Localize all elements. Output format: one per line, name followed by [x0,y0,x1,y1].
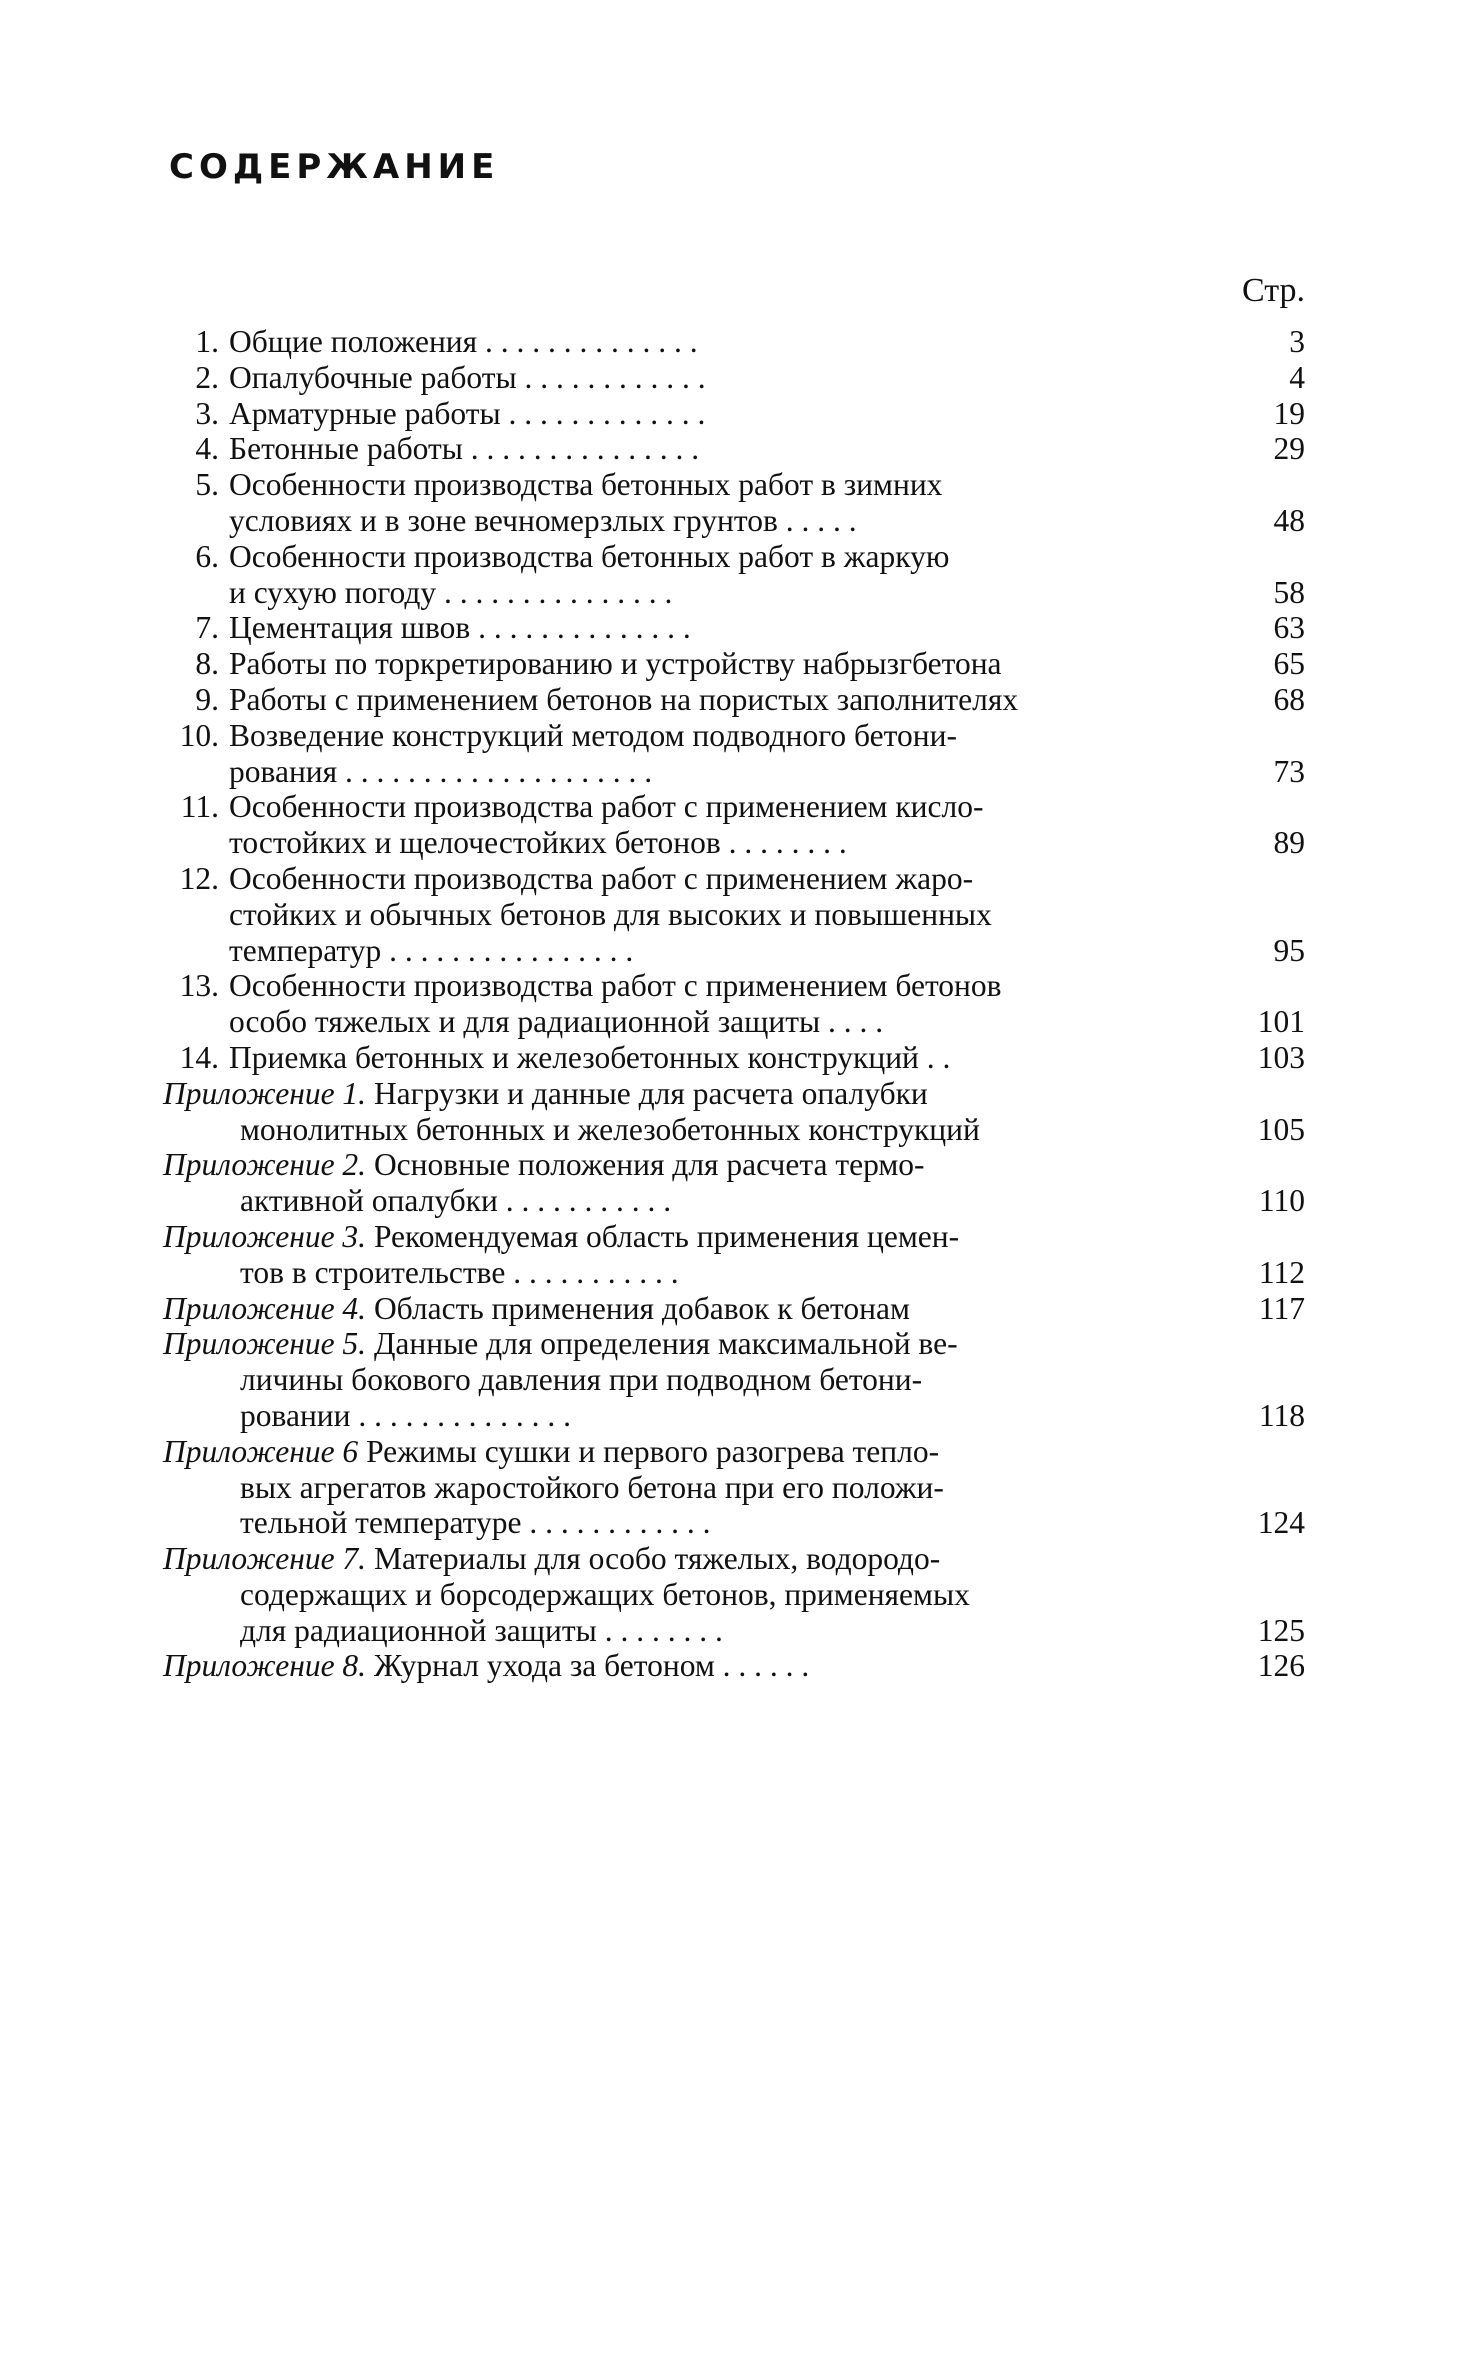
page-title: СОДЕРЖАНИЕ [169,147,500,187]
entry-page-number: 65 [1273,646,1305,682]
toc-appendix-entry[interactable] [163,1541,1305,1648]
toc-entry[interactable] [165,861,1305,968]
entry-title-line: Особенности производства бетонных работ в жаркую [229,538,950,574]
toc-entry[interactable] [165,1040,1305,1076]
appendix-first-text: Основные положения для расчета термо- [373,1147,925,1183]
appendix-page-number: 112 [1258,1254,1305,1290]
appendix-label: Приложение 5. [163,1326,367,1362]
entry-page-number: 89 [1273,825,1305,861]
appendix-first-line [163,1326,1243,1362]
entry-page-number: 95 [1273,932,1305,968]
entry-number: 5. [195,467,219,503]
appendix-first-text: Режимы сушки и первого разогрева тепло- [366,1433,940,1469]
appendix-page-number: 124 [1257,1505,1305,1541]
table-of-contents [165,324,1305,1684]
appendix-first-text: Область применения добавок к бетонам [373,1290,910,1326]
appendix-first-line [163,1434,1243,1470]
toc-entry[interactable] [165,610,1305,646]
entry-title [229,539,1247,611]
toc-appendix-entry[interactable] [163,1434,1305,1541]
appendix-page-number: 117 [1258,1290,1305,1326]
appendix-first-line [163,1076,1243,1112]
entry-number: 7. [195,610,219,646]
appendix-label: Приложение 6 [163,1433,359,1469]
appendix-first-line [163,1541,1243,1577]
appendix-page-number: 110 [1258,1183,1305,1219]
entry-title-line: Особенности производства работ с применением жаро- [229,860,974,896]
entry-title [229,682,1247,718]
entry-number: 9. [195,681,219,717]
entry-title-line: рования . . . . . . . . . . . . . . . . . . . . [229,753,653,789]
appendix-first-text: Нагрузки и данные для расчета опалубки [373,1075,928,1111]
toc-appendix-entry[interactable] [163,1291,1305,1327]
entry-page-number: 73 [1273,753,1305,789]
entry-title-line: Работы по торкретированию и устройству набрызгбетона [229,646,1002,682]
toc-entry[interactable] [165,431,1305,467]
appendix-first-text: Журнал ухода за бетоном . . . . . . [373,1648,810,1684]
entry-title [229,467,1247,539]
entry-number: 12. [179,860,219,896]
appendix-first-text: Рекомендуемая область применения цемен- [373,1218,960,1254]
entry-title-line: Особенности производства бетонных работ в зимних [229,467,943,503]
entry-title-line: особо тяжелых и для радиационной защиты . . . . [229,1004,884,1040]
toc-entry[interactable] [165,324,1305,360]
entry-page-number: 101 [1257,1004,1305,1040]
entry-number: 6. [195,538,219,574]
entry-page-number: 63 [1273,610,1305,646]
toc-entry[interactable] [165,396,1305,432]
appendix-title-line: тельной температуре . . . . . . . . . . . . [240,1505,711,1541]
entry-title-line: Возведение конструкций методом подводного бетони- [229,717,957,753]
entry-title [229,646,1247,682]
appendix-title-line: личины бокового давления при подводном бетони- [240,1362,923,1398]
entry-page-number: 4 [1289,359,1305,395]
entry-title-line: стойких и обычных бетонов для высоких и повышенных [229,896,992,932]
entry-title [229,718,1247,790]
appendix-first-line [163,1291,1243,1327]
entry-title [229,789,1247,861]
toc-entry[interactable] [165,539,1305,611]
entry-title-line: Особенности производства работ с применением кисло- [229,789,984,825]
entry-title [229,360,1247,396]
entry-title [229,396,1247,432]
toc-appendix-entry[interactable] [163,1648,1305,1684]
entry-title-line: и сухую погоду . . . . . . . . . . . . . . . [229,574,673,610]
appendix-title [163,1147,1243,1219]
entry-title-line: Цементация швов . . . . . . . . . . . . . . [229,610,691,646]
entry-number: 11. [180,789,219,825]
toc-entry[interactable] [165,718,1305,790]
toc-appendix-entry[interactable] [163,1076,1305,1148]
toc-entry[interactable] [165,467,1305,539]
appendix-title-line: для радиационной защиты . . . . . . . . [240,1612,723,1648]
toc-appendix-entry[interactable] [163,1147,1305,1219]
entry-page-number: 58 [1273,574,1305,610]
entry-title [229,431,1247,467]
appendix-title [163,1434,1243,1541]
appendix-title [163,1219,1243,1291]
appendix-title-line: ровании . . . . . . . . . . . . . . [240,1397,572,1433]
entry-number: 10. [179,717,219,753]
toc-appendix-entry[interactable] [163,1219,1305,1291]
appendix-label: Приложение 4. [163,1290,367,1326]
entry-page-number: 19 [1273,395,1305,431]
entry-title [229,968,1247,1040]
entry-page-number: 68 [1273,681,1305,717]
entry-title [229,610,1247,646]
page-column-label: Стр. [1241,272,1305,309]
appendix-title-line: вых агрегатов жаростойкого бетона при его положи- [240,1469,944,1505]
toc-appendix-entry[interactable] [163,1326,1305,1433]
appendix-title [163,1326,1243,1433]
appendix-title-line: содержащих и борсодержащих бетонов, применяемых [240,1576,970,1612]
toc-entry[interactable] [165,682,1305,718]
entry-number: 3. [195,395,219,431]
appendix-title [163,1076,1243,1148]
appendix-first-text: Материалы для особо тяжелых, водородо- [373,1541,941,1577]
entry-number: 1. [195,324,219,359]
entry-title-line: Арматурные работы . . . . . . . . . . . . . [229,395,706,431]
entry-page-number: 48 [1273,502,1305,538]
entry-title-line: тостойких и щелочестойких бетонов . . . . . . . . [229,825,847,861]
entry-page-number: 103 [1257,1039,1305,1075]
appendix-title [163,1291,1243,1327]
appendix-title [163,1541,1243,1648]
entry-title [229,1040,1247,1076]
entry-title-line: Приемка бетонных и железобетонных конструкций . . [229,1039,951,1075]
toc-entry[interactable] [165,968,1305,1040]
appendix-title-line: монолитных бетонных и железобетонных конструкций [240,1111,980,1147]
entry-title-line: Общие положения . . . . . . . . . . . . . . [229,324,698,359]
entry-number: 13. [179,968,219,1004]
appendix-first-text: Данные для определения максимальной ве- [373,1326,958,1362]
appendix-title-line: активной опалубки . . . . . . . . . . . [240,1183,672,1219]
entry-title [229,324,1247,360]
toc-entry[interactable] [165,360,1305,396]
entry-title-line: Особенности производства работ с применением бетонов [229,968,1002,1004]
entry-title [229,861,1247,968]
entry-page-number: 3 [1289,324,1305,359]
appendix-title [163,1648,1243,1684]
appendix-page-number: 125 [1257,1612,1305,1648]
entry-number: 8. [195,646,219,682]
toc-entry[interactable] [165,789,1305,861]
entry-title-line: температур . . . . . . . . . . . . . . . . [229,932,634,968]
entry-number: 14. [179,1039,219,1075]
entry-number: 4. [195,431,219,467]
appendix-first-line [163,1147,1243,1183]
contents-page [163,147,1305,1684]
entry-page-number: 29 [1273,431,1305,467]
appendix-page-number: 105 [1257,1111,1305,1147]
appendix-page-number: 118 [1258,1397,1305,1433]
entry-title-line: Бетонные работы . . . . . . . . . . . . . . . [229,431,700,467]
appendix-label: Приложение 1. [163,1075,367,1111]
appendix-page-number: 126 [1257,1648,1305,1684]
appendix-label: Приложение 7. [163,1541,367,1577]
entry-title-line: Работы с применением бетонов на пористых заполнителях [229,681,1019,717]
appendix-label: Приложение 3. [163,1218,367,1254]
appendix-label: Приложение 2. [163,1147,367,1183]
toc-entry[interactable] [165,646,1305,682]
entry-title-line: условиях и в зоне вечномерзлых грунтов . . . . . [229,502,857,538]
appendix-first-line [163,1648,1243,1684]
entry-title-line: Опалубочные работы . . . . . . . . . . . . [229,359,706,395]
entry-number: 2. [195,359,219,395]
appendix-title-line: тов в строительстве . . . . . . . . . . . [240,1254,679,1290]
appendix-label: Приложение 8. [163,1648,367,1684]
appendix-first-line [163,1219,1243,1255]
